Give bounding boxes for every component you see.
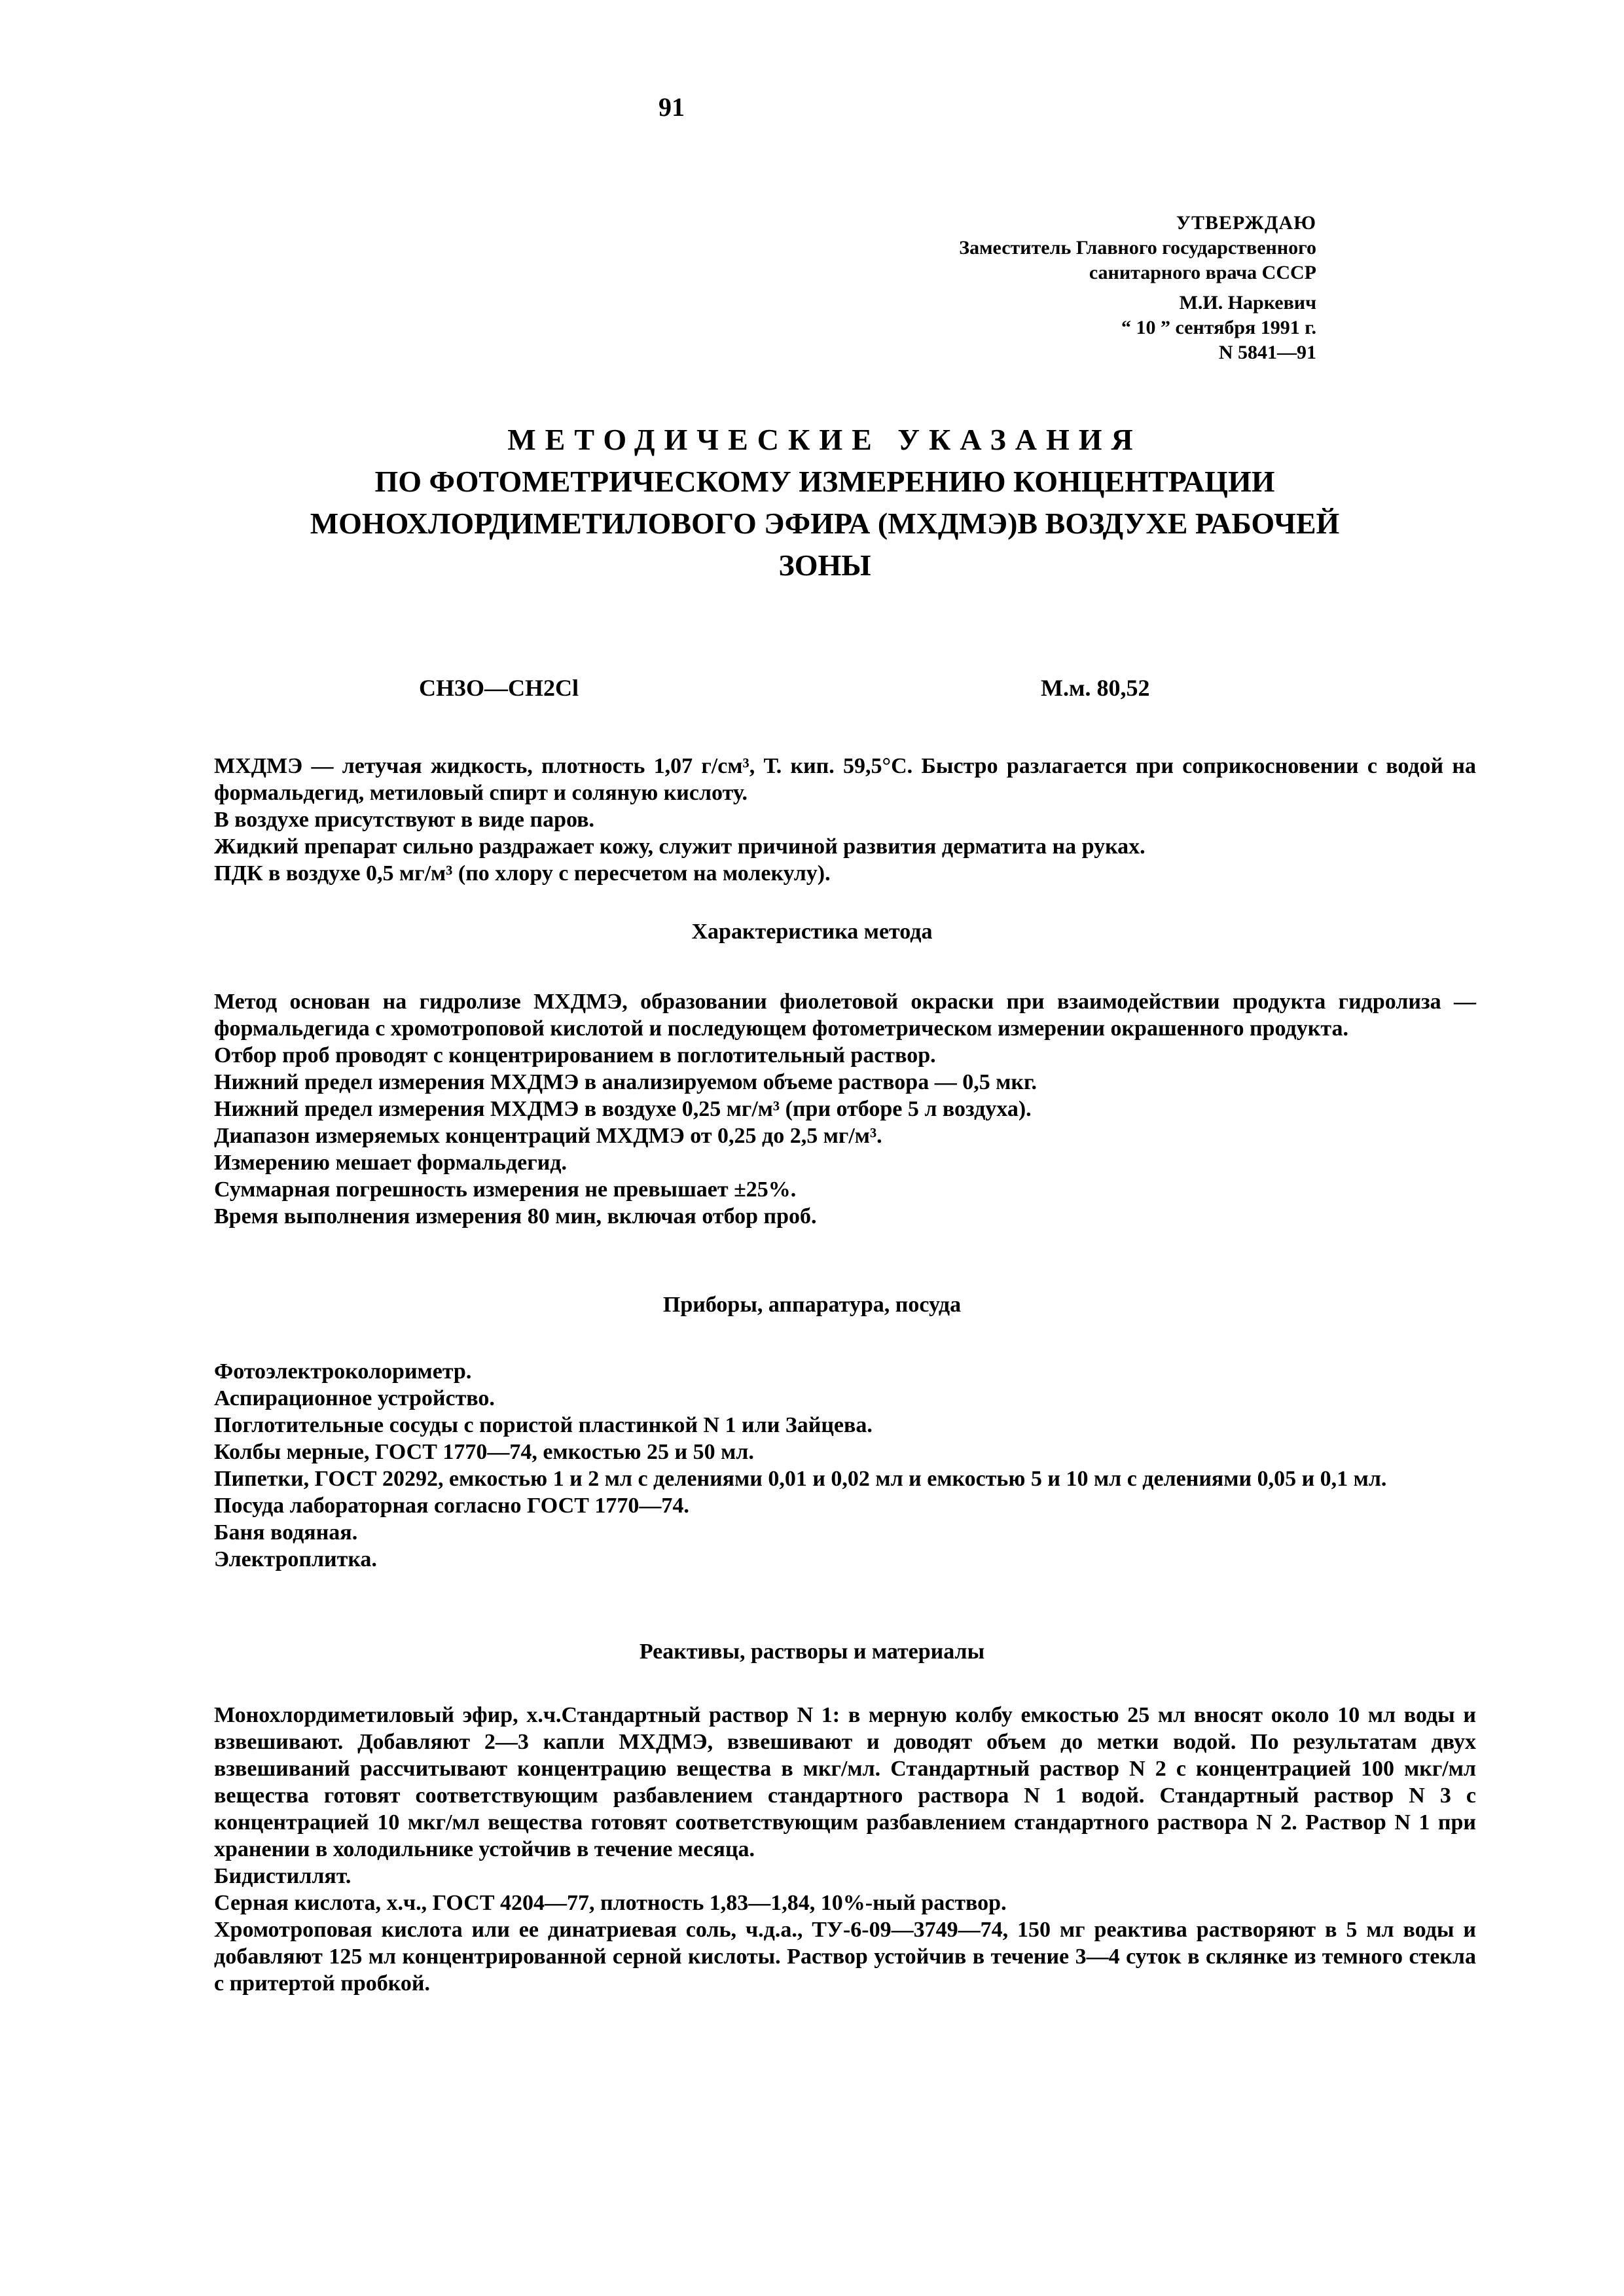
molar-mass: М.м. 80,52 bbox=[1041, 675, 1150, 701]
paragraph: Метод основан на гидролизе МХДМЭ, образовании фиолетовой окраски при взаимодействии продукта гидролиза — формальдегида с хромотроповой кислотой и последующем фотометрическом измерении окрашенного продукта. bbox=[214, 990, 1476, 1041]
paragraph: Время выполнения измерения 80 мин, включая отбор проб. bbox=[214, 1204, 817, 1229]
paragraph: Монохлордиметиловый эфир, х.ч.Стандартный раствор N 1: в мерную колбу емкостью 25 мл вносят около 10 мл воды и взвешивают. Добавляют 2—3 капли МХДМЭ, взвешивают и доводят объем до метки водой. По результатам двух взвешиваний рассчитывают концентрацию вещества в мкг/мл. Стандартный раствор N 2 с концентрацией 100 мкг/мл вещества готовят соответствующим разбавлением стандартного раствора N 1 водой. Стандартный раствор N 3 с концентрацией 10 мкг/мл вещества готовят соответствующим разбавлением стандартного раствора N 2. Раствор N 1 при хранении в холодильнике устойчив в течение месяца. bbox=[214, 1703, 1476, 1861]
approval-position-line1: Заместитель Главного государственного bbox=[959, 237, 1316, 259]
list-item: Электроплитка. bbox=[214, 1547, 377, 1571]
approval-name: М.И. Наркевич bbox=[1179, 292, 1316, 314]
approval-block bbox=[959, 211, 1316, 365]
reagents-section bbox=[214, 1702, 1476, 1997]
intro-section bbox=[214, 753, 1476, 887]
list-item: Фотоэлектроколориметр. bbox=[214, 1359, 472, 1384]
paragraph: ПДК в воздухе 0,5 мг/м³ (по хлору с пересчетом на молекулу). bbox=[214, 861, 831, 886]
paragraph: Суммарная погрешность измерения не превышает ±25%. bbox=[214, 1177, 797, 1202]
paragraph: В воздухе присутствуют в виде паров. bbox=[214, 808, 594, 832]
paragraph: Жидкий препарат сильно раздражает кожу, служит причиной развития дерматита на руках. bbox=[214, 834, 1146, 859]
paragraph: Нижний предел измерения МХДМЭ в воздухе 0,25 мг/м³ (при отборе 5 л воздуха). bbox=[214, 1097, 1032, 1121]
section-heading-reagents: Реактивы, растворы и материалы bbox=[639, 1640, 985, 1664]
paragraph: МХДМЭ — летучая жидкость, плотность 1,07 г/см³, Т. кип. 59,5°С. Быстро разлагается при соприкосновении с водой на формальдегид, метиловый спирт и соляную кислоту. bbox=[214, 754, 1476, 805]
approval-heading: УТВЕРЖДАЮ bbox=[1176, 212, 1316, 234]
list-item: Поглотительные сосуды с пористой пластинкой N 1 или Зайцева. bbox=[214, 1413, 873, 1437]
section-heading-method: Характеристика метода bbox=[691, 920, 933, 944]
list-item: Посуда лабораторная согласно ГОСТ 1770—74. bbox=[214, 1494, 689, 1518]
approval-position-line2: санитарного врача СССР bbox=[1089, 262, 1316, 283]
devices-section bbox=[214, 1358, 1476, 1573]
approval-number: N 5841—91 bbox=[1218, 342, 1316, 363]
title-line: ЗОНЫ bbox=[778, 548, 871, 582]
method-section bbox=[214, 988, 1476, 1230]
paragraph: Диапазон измеряемых концентраций МХДМЭ от 0,25 до 2,5 мг/м³. bbox=[214, 1124, 882, 1148]
list-item: Баня водяная. bbox=[214, 1520, 358, 1545]
paragraph: Отбор проб проводят с концентрированием в поглотительный раствор. bbox=[214, 1043, 936, 1067]
list-item: Колбы мерные, ГОСТ 1770—74, емкостью 25 и 50 мл. bbox=[214, 1440, 754, 1464]
title-line: ПО ФОТОМЕТРИЧЕСКОМУ ИЗМЕРЕНИЮ КОНЦЕНТРАЦИИ bbox=[374, 465, 1275, 498]
list-item: Аспирационное устройство. bbox=[214, 1386, 495, 1410]
title-line: МОНОХЛОРДИМЕТИЛОВОГО ЭФИРА (МХДМЭ)В ВОЗДУХЕ РАБОЧЕЙ bbox=[310, 507, 1340, 540]
paragraph: Хромотроповая кислота или ее динатриевая соль, ч.д.а., ТУ-6-09—3749—74, 150 мг реактива растворяют в 5 мл воды и добавляют 125 мл концентрированной серной кислоты. Раствор устойчив в течение 3—4 суток в склянке из темного стекла с притертой пробкой. bbox=[214, 1918, 1476, 1996]
approval-date: “ 10 ” сентября 1991 г. bbox=[1121, 317, 1316, 338]
paragraph: Серная кислота, х.ч., ГОСТ 4204—77, плотность 1,83—1,84, 10%-ный раствор. bbox=[214, 1891, 1007, 1915]
chemical-formula: CH3O—CH2Cl bbox=[419, 675, 579, 701]
paragraph: Бидистиллят. bbox=[214, 1864, 352, 1888]
title-line: МЕТОДИЧЕСКИЕ УКАЗАНИЯ bbox=[507, 423, 1142, 456]
section-heading-devices: Приборы, аппаратура, посуда bbox=[662, 1293, 962, 1317]
paragraph: Нижний предел измерения МХДМЭ в анализируемом объеме раствора — 0,5 мкг. bbox=[214, 1070, 1038, 1094]
list-item: Пипетки, ГОСТ 20292, емкостью 1 и 2 мл с делениями 0,01 и 0,02 мл и емкостью 5 и 10 мл с делениями 0,05 и 0,1 мл. bbox=[214, 1467, 1387, 1491]
page-number: 91 bbox=[659, 92, 685, 122]
document-title bbox=[196, 419, 1453, 586]
paragraph: Измерению мешает формальдегид. bbox=[214, 1151, 568, 1175]
